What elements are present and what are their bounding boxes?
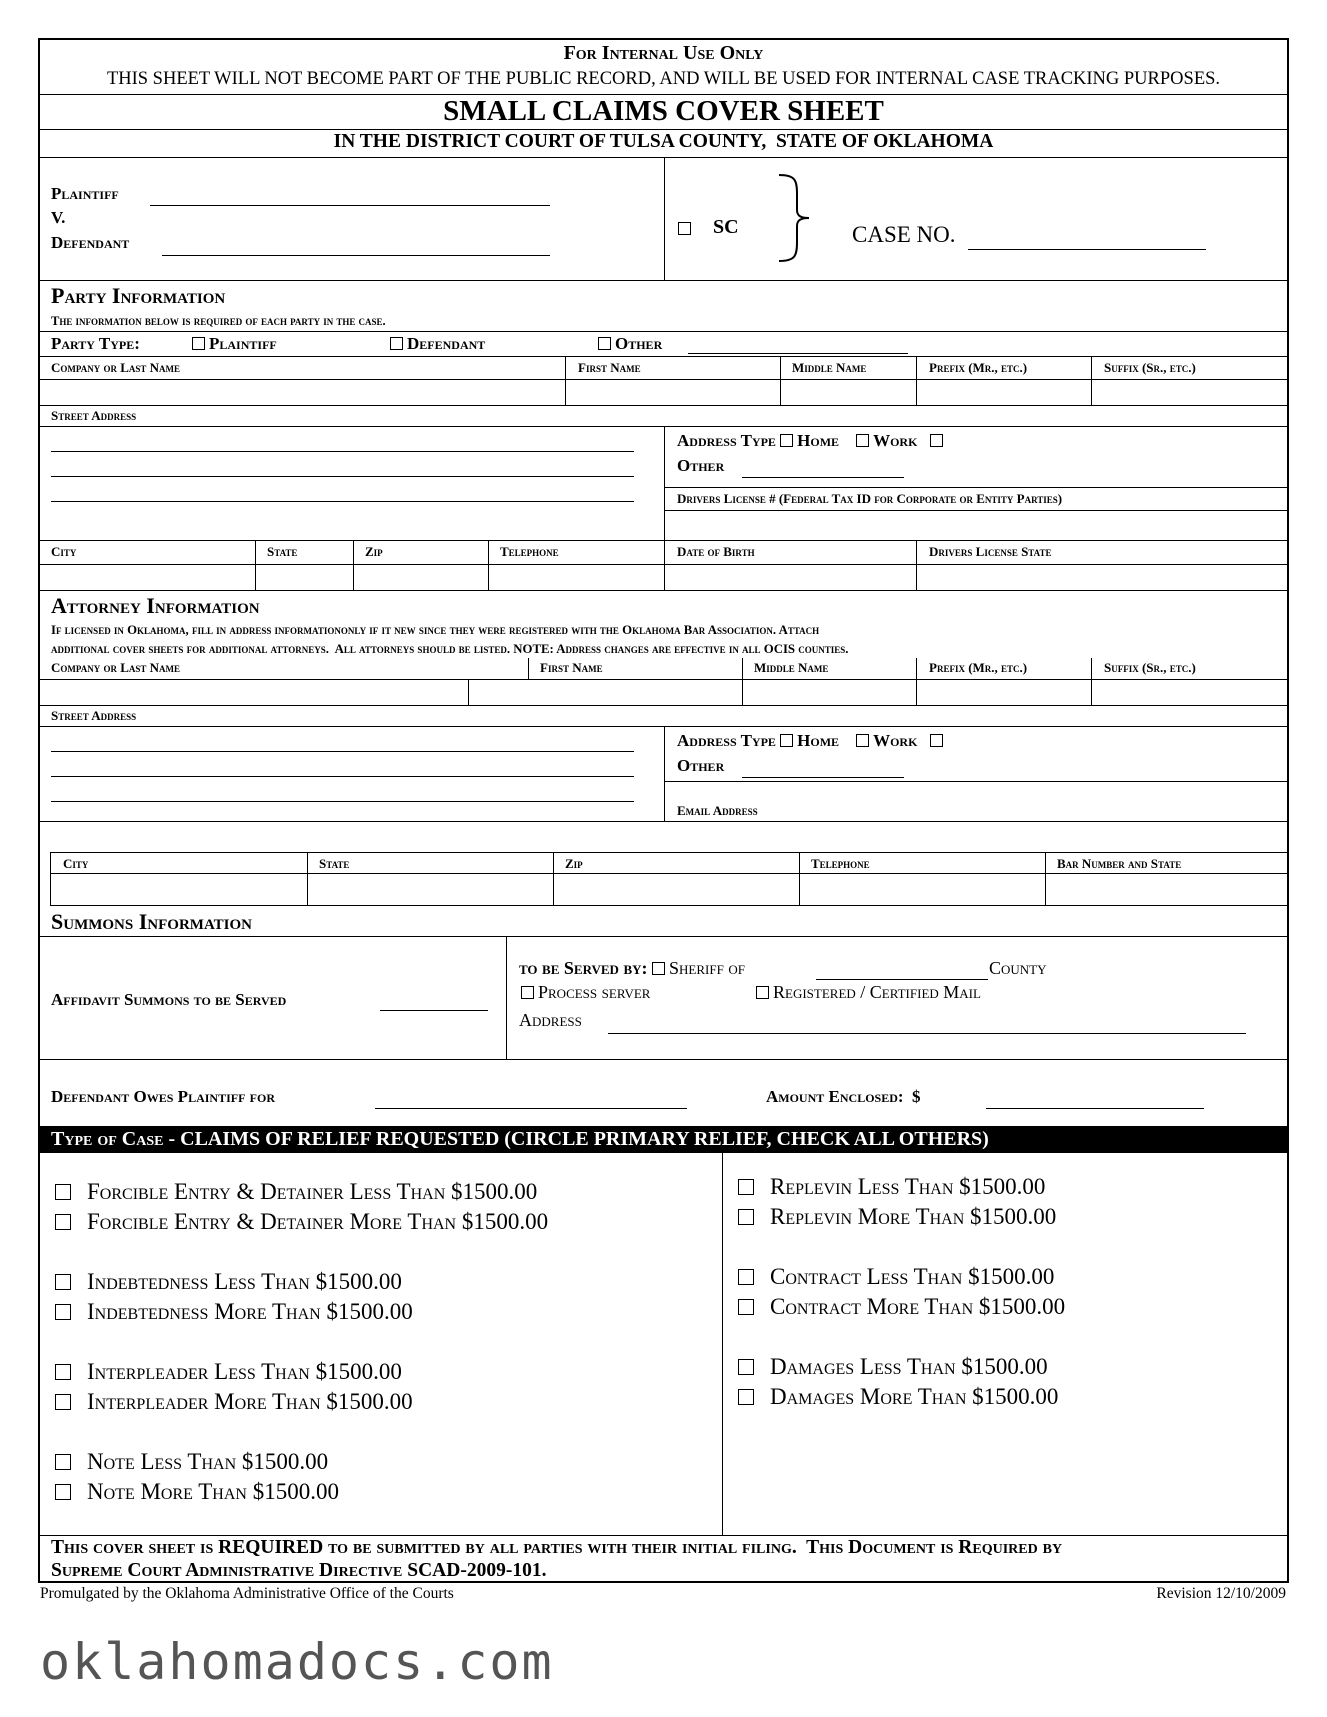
- claim-contract-less[interactable]: Contract Less Than $1500.00: [738, 1264, 1054, 1290]
- defendant-line[interactable]: [162, 255, 550, 256]
- party-prefix-label: Prefix (Mr., etc.): [929, 360, 1028, 375]
- party-company-label: Company or Last Name: [51, 360, 181, 375]
- promulgated-note: Promulgated by the Oklahoma Administrative Office of the Courts: [40, 1585, 454, 1602]
- watermark-text: oklahomadocs.com: [40, 1633, 554, 1691]
- revision-note: Revision 12/10/2009: [1156, 1585, 1286, 1602]
- party-street-line-2[interactable]: [51, 476, 634, 477]
- party-other-address-checkbox[interactable]: [930, 434, 943, 447]
- party-first-label: First Name: [578, 360, 641, 375]
- claim-replevin-more[interactable]: Replevin More Than $1500.00: [738, 1204, 1056, 1230]
- attorney-zip-label: Zip: [565, 856, 583, 871]
- party-suffix-label: Suffix (Sr., etc.): [1104, 360, 1196, 375]
- claim-damages-less[interactable]: Damages Less Than $1500.00: [738, 1354, 1048, 1380]
- case-type-instructions: - CLAIMS OF RELIEF REQUESTED (CIRCLE PRIMARY RELIEF, CHECK ALL OTHERS): [163, 1128, 989, 1150]
- attorney-street-line-1[interactable]: [51, 751, 634, 752]
- page-title: SMALL CLAIMS COVER SHEET: [443, 95, 884, 127]
- case-no-label: CASE NO.: [852, 222, 956, 247]
- owes-label: Defendant Owes Plaintiff for: [51, 1087, 275, 1106]
- case-no-line[interactable]: [968, 249, 1206, 250]
- court-name: IN THE DISTRICT COURT OF TULSA COUNTY, STATE OF OKLAHOMA: [333, 131, 994, 152]
- amount-line[interactable]: [986, 1108, 1204, 1109]
- claim-damages-more[interactable]: Damages More Than $1500.00: [738, 1384, 1058, 1410]
- affidavit-label: Affidavit Summons to be Served: [51, 990, 287, 1009]
- party-other-line[interactable]: [688, 353, 908, 354]
- party-dob-label: Date of Birth: [677, 544, 755, 559]
- claim-indebtedness-more[interactable]: Indebtedness More Than $1500.00: [55, 1299, 413, 1325]
- attorney-note-1: If licensed in Oklahoma, fill in address informationonly if it new since they were registered with the Oklahoma Bar Association. Attach: [51, 623, 820, 637]
- party-type-label: Party Type:: [51, 334, 140, 353]
- internal-use-notice: THIS SHEET WILL NOT BECOME PART OF THE PUBLIC RECORD, AND WILL BE USED FOR INTERNAL CASE TRACKING PURPOSES.: [106, 69, 1221, 89]
- attorney-city-label: City: [63, 856, 89, 871]
- party-telephone-label: Telephone: [500, 544, 559, 559]
- party-home-checkbox[interactable]: [780, 434, 793, 447]
- attorney-prefix-label: Prefix (Mr., etc.): [929, 660, 1028, 675]
- attorney-middle-label: Middle Name: [754, 660, 829, 675]
- claim-interpleader-more[interactable]: Interpleader More Than $1500.00: [55, 1389, 413, 1415]
- required-notice-1: This cover sheet is REQUIRED to be submitted by all parties with their initial filing. This Document is Required by: [51, 1537, 1063, 1558]
- attorney-street-line-3[interactable]: [51, 801, 634, 802]
- attorney-work-checkbox[interactable]: [856, 734, 869, 747]
- certified-mail-option[interactable]: Registered / Certified Mail: [756, 982, 981, 1003]
- party-street-label: Street Address: [51, 408, 137, 423]
- case-type-label: Type of Case: [51, 1128, 164, 1150]
- attorney-first-label: First Name: [540, 660, 603, 675]
- attorney-state-label: State: [319, 856, 350, 871]
- attorney-home-checkbox[interactable]: [780, 734, 793, 747]
- party-address-other-line[interactable]: [742, 477, 904, 478]
- attorney-email-label: Email Address: [677, 803, 758, 818]
- party-city-label: City: [51, 544, 77, 559]
- sc-checkbox[interactable]: [678, 221, 695, 239]
- party-type-plaintiff[interactable]: Plaintiff: [192, 334, 277, 354]
- party-state-label: State: [267, 544, 298, 559]
- versus-label: V.: [51, 208, 66, 227]
- party-street-line-3[interactable]: [51, 501, 634, 502]
- served-by-row: to be Served by: Sheriff of: [519, 958, 745, 978]
- plaintiff-line[interactable]: [150, 205, 550, 206]
- claim-interpleader-less[interactable]: Interpleader Less Than $1500.00: [55, 1359, 402, 1385]
- summons-heading: Summons Information: [51, 909, 253, 934]
- claim-replevin-less[interactable]: Replevin Less Than $1500.00: [738, 1174, 1045, 1200]
- attorney-suffix-label: Suffix (Sr., etc.): [1104, 660, 1196, 675]
- claim-fed-more[interactable]: Forcible Entry & Detainer More Than $1500.00: [55, 1209, 548, 1235]
- party-subheading: The information below is required of each party in the case.: [51, 314, 386, 328]
- attorney-other-address-checkbox[interactable]: [930, 734, 943, 747]
- summons-address-label: Address: [519, 1010, 582, 1030]
- affidavit-line[interactable]: [380, 1010, 488, 1011]
- claim-note-more[interactable]: Note More Than $1500.00: [55, 1479, 339, 1505]
- attorney-heading: Attorney Information: [51, 593, 260, 618]
- party-address-type-label: Address Type Home Work: [677, 431, 947, 451]
- party-middle-label: Middle Name: [792, 360, 867, 375]
- internal-use-heading: For Internal Use Only: [563, 42, 764, 64]
- attorney-street-label: Street Address: [51, 708, 137, 723]
- required-notice-2: Supreme Court Administrative Directive SCAD-2009-101.: [51, 1560, 547, 1581]
- party-heading: Party Information: [51, 283, 226, 308]
- party-dl-label: Drivers License # (Federal Tax ID for Corporate or Entity Parties): [677, 491, 1063, 506]
- attorney-note-2: additional cover sheets for additional attorneys. All attorneys should be listed. NOTE: Address changes are effective in all OCIS counties.: [51, 642, 849, 656]
- claim-indebtedness-less[interactable]: Indebtedness Less Than $1500.00: [55, 1269, 402, 1295]
- sheriff-checkbox[interactable]: [652, 962, 665, 975]
- attorney-address-type-label: Address Type Home Work: [677, 731, 947, 751]
- party-type-defendant[interactable]: Defendant: [390, 334, 485, 354]
- party-dl-state-label: Drivers License State: [929, 544, 1052, 559]
- claim-note-less[interactable]: Note Less Than $1500.00: [55, 1449, 328, 1475]
- attorney-street-line-2[interactable]: [51, 776, 634, 777]
- party-zip-label: Zip: [365, 544, 383, 559]
- defendant-label: Defendant: [51, 233, 130, 252]
- attorney-company-label: Company or Last Name: [51, 660, 181, 675]
- amount-label: Amount Enclosed: $: [766, 1087, 921, 1106]
- claim-contract-more[interactable]: Contract More Than $1500.00: [738, 1294, 1065, 1320]
- summons-address-line[interactable]: [608, 1033, 1246, 1034]
- party-street-line-1[interactable]: [51, 451, 634, 452]
- sheriff-county-line[interactable]: [816, 979, 988, 980]
- brace-icon: [775, 172, 815, 264]
- attorney-bar-label: Bar Number and State: [1057, 856, 1182, 871]
- plaintiff-label: Plaintiff: [51, 184, 119, 203]
- party-type-other[interactable]: Other: [598, 334, 662, 354]
- case-type-bar: [38, 1126, 1289, 1153]
- attorney-address-other-label: Other: [677, 756, 725, 775]
- sc-label: SC: [713, 216, 739, 238]
- process-server-option[interactable]: Process server: [521, 982, 650, 1003]
- county-label: County: [989, 958, 1047, 978]
- owes-line[interactable]: [375, 1108, 687, 1109]
- claim-fed-less[interactable]: Forcible Entry & Detainer Less Than $1500.00: [55, 1179, 537, 1205]
- attorney-address-other-line[interactable]: [742, 777, 904, 778]
- party-address-other-label: Other: [677, 456, 725, 475]
- party-work-checkbox[interactable]: [856, 434, 869, 447]
- attorney-telephone-label: Telephone: [811, 856, 870, 871]
